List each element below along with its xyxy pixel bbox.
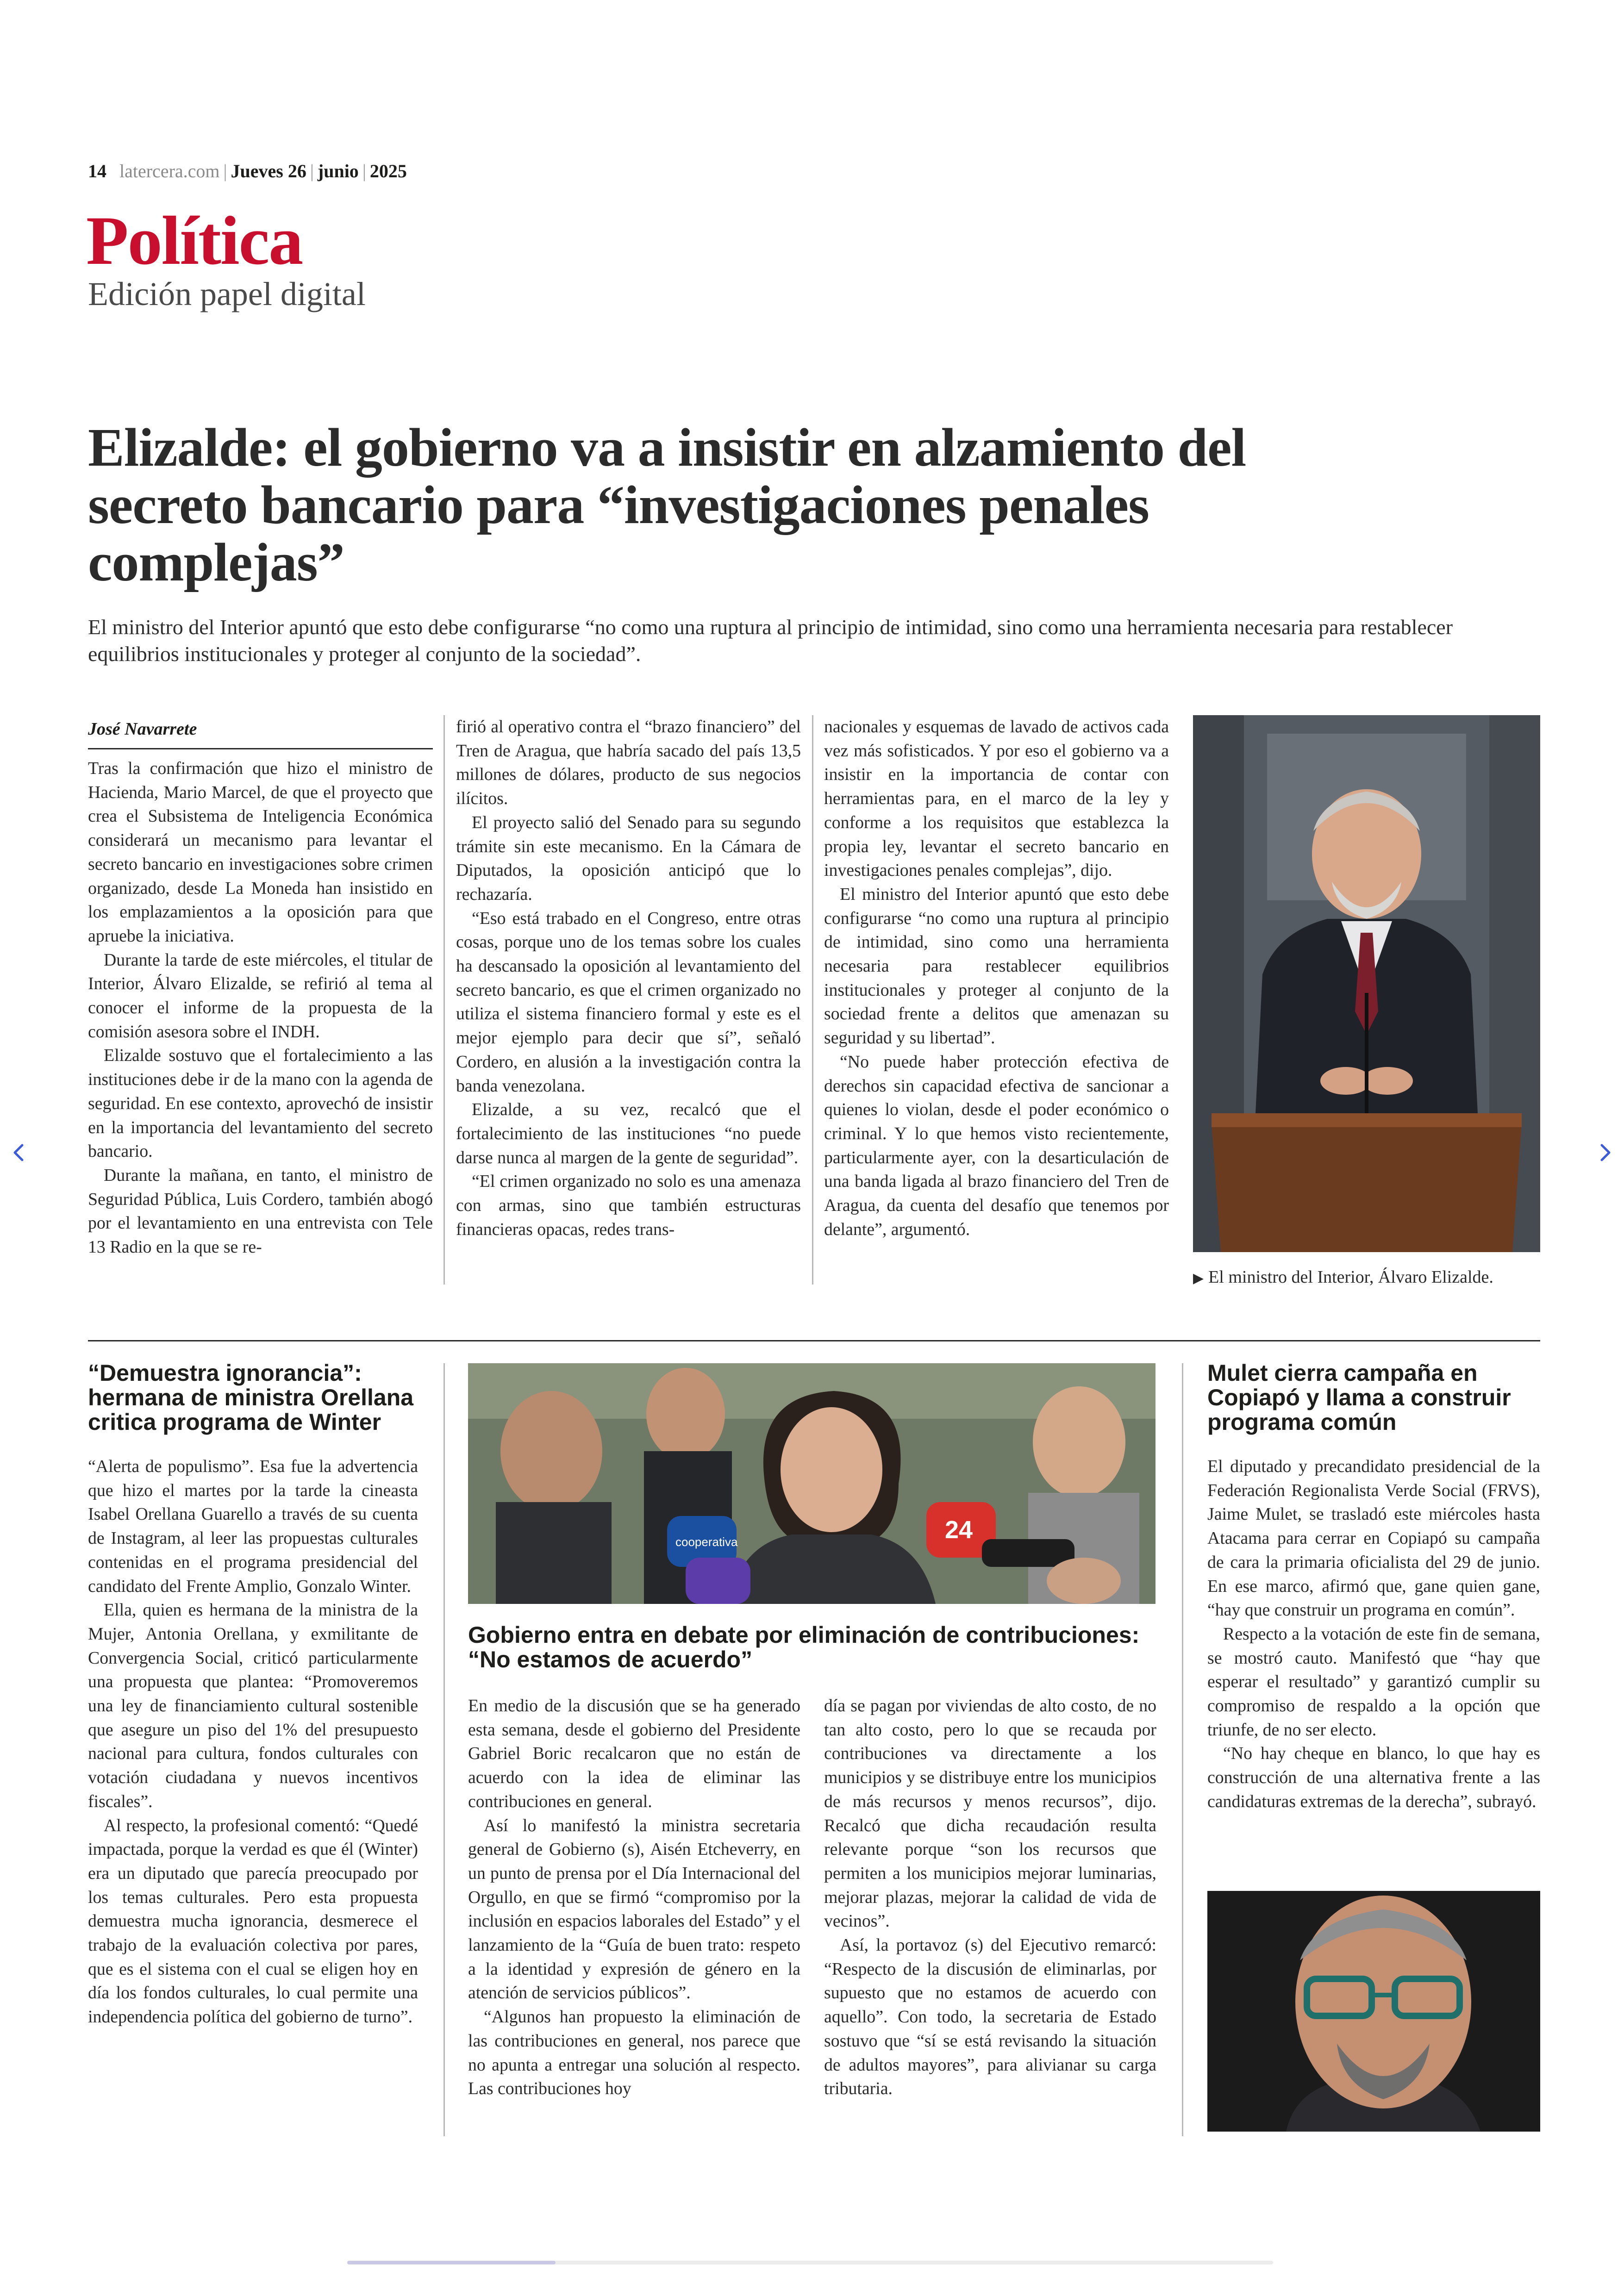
mic-brand-text: cooperativa [675,1535,738,1549]
story-left-body [88,1455,418,2029]
column-divider [1182,1363,1183,2136]
date-month: junio [317,161,359,181]
paragraph: “No hay cheque en blanco, lo que hay es construcción de una alternativa frente a las candidaturas extremas de la derecha”, subrayó. [1207,1744,1540,1811]
paragraph: día se pagan por viviendas de alto costo, de no tan alto costo, pero lo que se recauda por contribuciones va directamente a los municipios y se distribuye entre los municipios de más recursos y menos recursos”, dijo. Recalcó que dicha recaudación resulta relevante porque “son los recursos que permiten a los municipios mejorar luminarias, mejorar plazas, mejorar la calidad de vida de vecinos”. [824,1696,1156,1931]
paragraph: Así lo manifestó la ministra secretaria general de Gobierno (s), Aisén Etcheverry, en un punto de prensa por el Día Internacional del Orgullo, en que se firmó “compromiso por la inclusión en espacios laborales del Estado” y el lanzamiento de la “Guía de buen trato: respeto a la identidad y expresión de género en la atención de servicios públicos”. [468,1815,800,2003]
paragraph: firió al operativo contra el “brazo financiero” del Tren de Aragua, que habría sacado del país 13,5 millones de dólares, producto de sus negocios ilícitos. [456,717,801,809]
paragraph: El proyecto salió del Senado para su segundo trámite sin este mecanismo. En la Cámara de Diputados, la oposición anticipó que lo rechazaría. [456,812,801,904]
paragraph: “No puede haber protección efectiva de derechos sin capacidad efectiva de sancionar a quienes lo violan, desde el poder económico o criminal. Y lo que hemos visto recientemente, particularmente ayer, con la desarticulación de una banda ligada al brazo financiero del Tren de Aragua, da cuenta del desafío que tenemos por delante”, argumentó. [824,1052,1169,1239]
column-divider [443,1363,445,2136]
mulet-portrait-illustration [1207,1891,1540,2132]
press-conference-photo [468,1363,1156,1604]
date-day: Jueves 26 [231,161,306,181]
paragraph: Elizalde sostuvo que el fortalecimiento a las instituciones debe ir de la mano con la agenda de seguridad. En ese contexto, aprovechó de insistir en la importancia del levantamiento del secreto bancario. [88,1046,433,1161]
story-center-column-1 [468,1694,800,2101]
chevron-left-icon [5,1139,32,1166]
main-column-3 [824,715,1169,1241]
paragraph: Respecto a la votación de este fin de semana, se mostró cauto. Manifestó que “hay que esperar el resultado” y garantizó cumplir su compromiso de respaldo a la opción que triunfe, de no ser electo. [1207,1624,1540,1740]
paragraph: Tras la confirmación que hizo el ministro de Hacienda, Mario Marcel, de que el proyecto que crea el Subsistema de Inteligencia Económica considerará un mecanismo para levantar el secreto bancario en investigaciones sobre crimen organizado, desde La Moneda han insistido en los emplazamientos a la oposición para que apruebe la iniciativa. [88,759,433,946]
paragraph: nacionales y esquemas de lavado de activos cada vez más sofisticados. Y por eso el gobierno va a insistir en la importancia de contar con herramientas para, en el marco de la ley y conforme a los requisitos que establezca la propia ley, levantar el secreto bancario en investigaciones penales complejas”, dijo. [824,717,1169,880]
paragraph: El diputado y precandidato presidencial de la Federación Regionalista Verde Social (FRVS), Jaime Mulet, se trasladó este miércoles hasta Atacama para cerrar en Copiapó su campaña de cara la primaria oficialista del 29 de junio. En ese marco, afirmó que, gane quien gane, “hay que construir un programa en común”. [1207,1457,1540,1620]
date-year: 2025 [369,161,407,181]
story-right-headline: Mulet cierra campaña en Copiapó y llama a construir programa común [1207,1360,1511,1435]
press-conference-illustration [468,1363,1156,1604]
paragraph: Así, la portavoz (s) del Ejecutivo remarcó: “Respecto de la discusión de eliminarlas, por supuesto que no estamos de acuerdo con aquello”. Con todo, la secretaria de Estado sostuvo que “sí se está revisando la situación de adultos mayores”, para alivianar su carga tributaria. [824,1935,1156,2099]
story-left-headline: “Demuestra ignorancia”: hermana de ministra Orellana critica programa de Winter [88,1360,414,1435]
paragraph: En medio de la discusión que se ha generado esta semana, desde el gobierno del Presidente Gabriel Boric recalcaron que no están de acuerdo con la idea de eliminar las contribuciones en general. [468,1696,800,1811]
edition-label: Edición papel digital [88,275,366,312]
paragraph: Elizalde, a su vez, recalcó que el fortalecimiento de las instituciones “no puede darse nunca al margen de la gente de seguridad”. [456,1100,801,1167]
site-name: latercera.com [119,161,220,181]
section-title: Política [86,202,303,279]
scrollbar-thumb[interactable] [347,2261,556,2264]
byline: José Navarrete [88,717,433,749]
paragraph: El ministro del Interior apuntó que esto debe configurarse “no como una ruptura al principio de intimidad, sino como una herramienta necesaria para restablecer equilibrios institucionales y proteger al conjunto de la sociedad frente a delitos que amenazan su seguridad y su libertad”. [824,884,1169,1048]
caption-text: El ministro del Interior, Álvaro Elizalde. [1208,1267,1493,1287]
section-divider [88,1340,1540,1341]
divider: | [223,161,227,181]
paragraph: Durante la tarde de este miércoles, el titular de Interior, Álvaro Elizalde, se refirió al tema al conocer el informe de la propuesta de la comisión asesora sobre el INDH. [88,950,433,1041]
main-headline: Elizalde: el gobierno va a insistir en alzamiento del secreto bancario para “investigaciones penales complejas” [88,417,1246,592]
caption-triangle-icon: ▶ [1193,1271,1204,1286]
column-divider [443,715,445,1285]
minister-photo [1193,715,1540,1252]
previous-page-button[interactable] [5,1139,32,1166]
paragraph: “El crimen organizado no solo es una amenaza con armas, sino que también estructuras financieras opacas, redes trans- [456,1172,801,1239]
paragraph: “Algunos han propuesto la eliminación de las contribuciones en general, nos parece que no apunta a entregar una solución al respecto. Las contribuciones hoy [468,2007,800,2099]
page-scrollbar[interactable] [347,2261,1273,2264]
page-number: 14 [88,161,106,181]
chevron-right-icon [1592,1139,1619,1166]
main-standfirst: El ministro del Interior apuntó que esto debe configurarse “no como una ruptura al principio de intimidad, sino como una herramienta necesaria para restablecer equilibrios institucionales y proteger al conjunto de la sociedad”. [88,615,1453,666]
mic-brand-text: 24 [945,1516,973,1544]
main-column-1 [88,757,433,1260]
photo-caption [1193,1266,1545,1290]
folio [88,160,407,183]
divider: | [310,161,314,181]
paragraph: Al respecto, la profesional comentó: “Quedé impactada, porque la verdad es que él (Winter) era un diputado que parecía preocupado por los temas culturales. Pero esta propuesta demuestra mucha ignorancia, desmerece el trabajo de la evaluación colectiva por pares, que es el sistema con el cual se eligen hoy en día los fondos culturales, lo cual permite una independencia política del gobierno de turno”. [88,1815,418,2027]
mulet-portrait-photo [1207,1891,1540,2132]
paragraph: “Eso está trabado en el Congreso, entre otras cosas, porque uno de los temas sobre los cuales ha descansado la oposición al levantamiento del secreto bancario, es que el crimen organizado no utiliza el sistema financiero formal y este es el mejor ejemplo para decir que sí”, señaló Cordero, en alusión a la investigación contra la banda venezolana. [456,908,801,1096]
main-column-2 [456,715,801,1241]
story-center-column-2 [824,1694,1156,2101]
paragraph: Ella, quien es hermana de la ministra de la Mujer, Antonia Orellana, y exmilitante de Convergencia Social, criticó particularmente una propuesta que plantea: “Promoveremos una ley de financiamiento cultural sostenible que asegure un piso del 1% del presupuesto nacional para cultura, fondos culturales con votación ciudadana y nuevos incentivos fiscales”. [88,1600,418,1811]
minister-illustration [1193,715,1540,1252]
next-page-button[interactable] [1592,1139,1619,1166]
story-center-headline: Gobierno entra en debate por eliminación de contribuciones: “No estamos de acuerdo” [468,1622,1140,1672]
story-right-body [1207,1455,1540,1814]
divider: | [362,161,366,181]
column-divider [812,715,813,1285]
paragraph: Durante la mañana, en tanto, el ministro de Seguridad Pública, Luis Cordero, también abogó por el levantamiento en una entrevista con Tele 13 Radio en la que se re- [88,1165,433,1257]
paragraph: “Alerta de populismo”. Esa fue la advertencia que hizo el martes por la tarde la cineasta Isabel Orellana Guarello a través de su cuenta de Instagram, al leer las propuestas culturales contenidas en el programa presidencial del candidato del Frente Amplio, Gonzalo Winter. [88,1457,418,1596]
